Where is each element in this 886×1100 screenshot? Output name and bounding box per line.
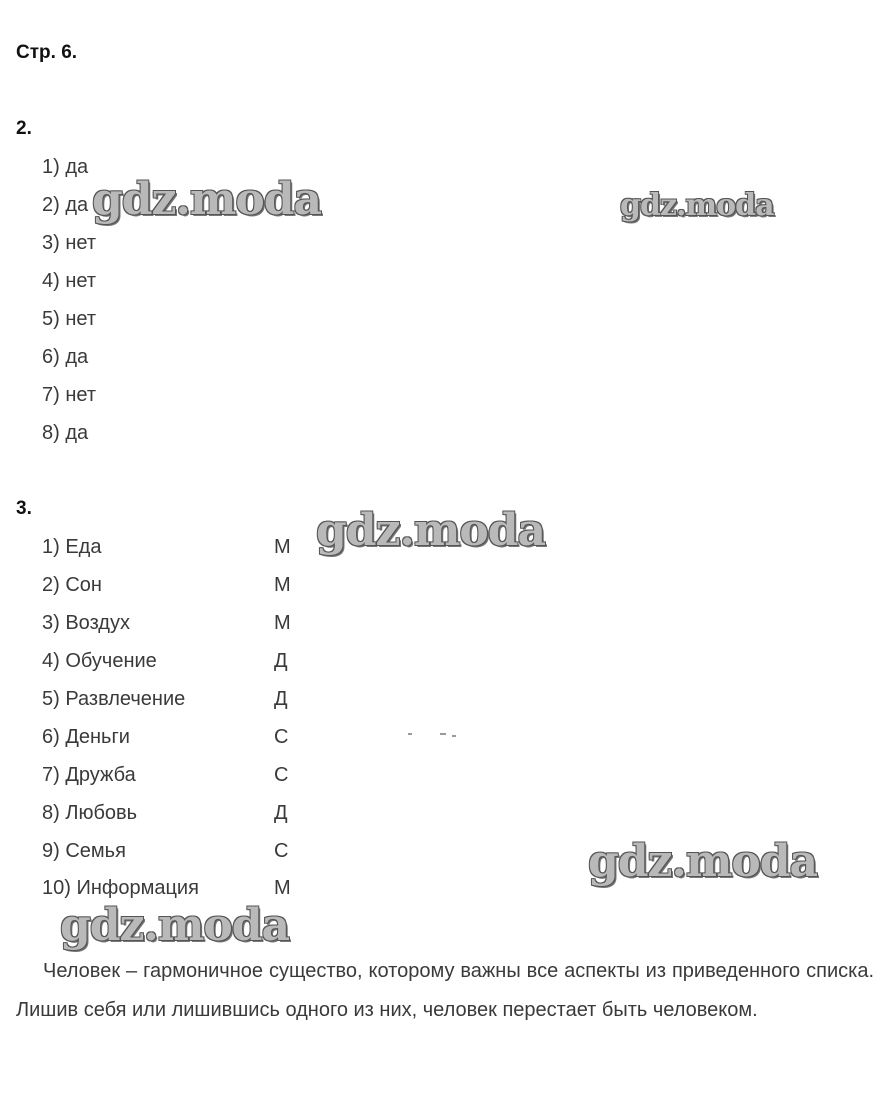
watermark: gdz.moda bbox=[60, 900, 290, 951]
task-3-item-1-label: 1) Еда bbox=[42, 536, 102, 558]
task-3-item-6-code: С bbox=[274, 726, 289, 748]
task-3-item-10-label: 10) Информация bbox=[42, 877, 199, 899]
watermark: gdz.moda bbox=[316, 505, 546, 556]
task-2-answer-3: 3) нет bbox=[42, 232, 97, 254]
task-2-number: 2. bbox=[16, 118, 32, 139]
task-3-item-1-code: М bbox=[274, 536, 291, 558]
task-3-item-5-code: Д bbox=[274, 688, 288, 710]
task-3-item-4-label: 4) Обучение bbox=[42, 650, 157, 672]
watermark: gdz.moda bbox=[92, 174, 322, 225]
scan-speck bbox=[452, 735, 456, 737]
scan-speck bbox=[440, 733, 446, 735]
task-3-item-3-label: 3) Воздух bbox=[42, 612, 130, 634]
task-3-item-7-label: 7) Дружба bbox=[42, 764, 136, 786]
task-3-item-8-label: 8) Любовь bbox=[42, 802, 138, 824]
task-2-answer-4: 4) нет bbox=[42, 270, 97, 292]
task-3-item-2-code: М bbox=[274, 574, 291, 596]
task-2-answer-2: 2) да bbox=[42, 194, 89, 216]
task-2-answer-8: 8) да bbox=[42, 422, 89, 444]
task-3-item-3-code: М bbox=[274, 612, 291, 634]
task-2-answer-6: 6) да bbox=[42, 346, 89, 368]
task-3-item-6-label: 6) Деньги bbox=[42, 726, 130, 748]
task-3-item-5-label: 5) Развлечение bbox=[42, 688, 186, 710]
scan-speck bbox=[408, 733, 412, 735]
page-title: Стр. 6. bbox=[16, 42, 78, 63]
task-3-item-10-code: М bbox=[274, 877, 291, 899]
task-3-item-2-label: 2) Сон bbox=[42, 574, 102, 596]
task-2-answer-5: 5) нет bbox=[42, 308, 97, 330]
task-2-answer-1: 1) да bbox=[42, 156, 89, 178]
task-3-item-8-code: Д bbox=[274, 802, 288, 824]
task-3-item-9-label: 9) Семья bbox=[42, 840, 126, 862]
watermark: gdz.moda bbox=[588, 836, 818, 887]
task-3-item-9-code: С bbox=[274, 840, 289, 862]
task-2-answer-7: 7) нет bbox=[42, 384, 97, 406]
watermark: gdz.moda bbox=[620, 188, 774, 223]
task-3-number: 3. bbox=[16, 498, 32, 519]
task-3-item-7-code: С bbox=[274, 764, 289, 786]
task-3-conclusion: Человек – гармоничное существо, которому важны все аспекты из приведенного списка. Лишив себя или лишившись одного из них, человек перестает быть человеком. bbox=[16, 960, 874, 1021]
task-3-item-4-code: Д bbox=[274, 650, 288, 672]
